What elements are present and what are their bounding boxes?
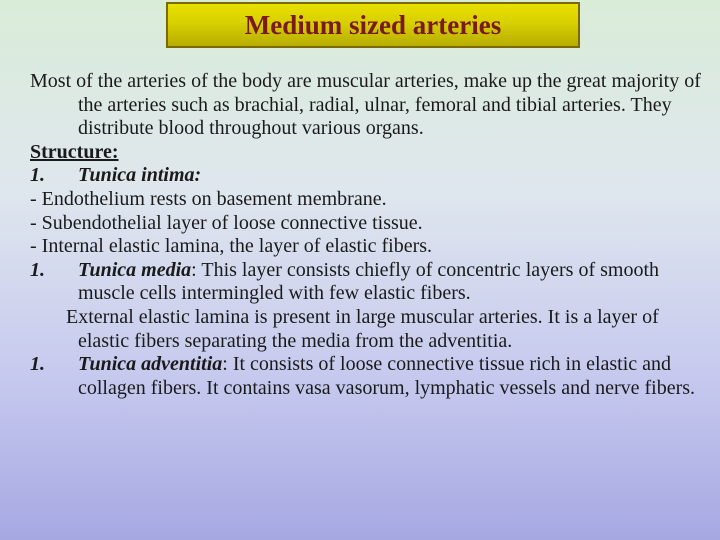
- intima-bullet-3: - Internal elastic lamina, the layer of elastic fibers.: [30, 235, 433, 258]
- intro-paragraph: Most of the arteries of the body are muscular arteries, make up the great majority of the arteries such as brachial, radial, ulnar, femoral and tibial arteries. They distribute blood throughout various organs.: [30, 70, 701, 140]
- adventitia-label: Tunica adventitia: [78, 353, 223, 376]
- slide-body: [30, 70, 710, 400]
- structure-heading-line: [30, 141, 710, 165]
- intima-label: Tunica intima:: [78, 164, 202, 187]
- adventitia-text: : It consists of loose connective tissue rich in elastic and collagen fibers. It contains vasa vasorum, lymphatic vessels and nerve fibers.: [78, 353, 696, 399]
- structure-heading: Structure:: [30, 140, 119, 163]
- intima-number: 1.: [30, 164, 45, 187]
- media-label: Tunica media: [78, 258, 192, 281]
- title-box: [166, 2, 580, 48]
- external-elastic-paragraph: External elastic lamina is present in large muscular arteries. It is a layer of elastic fibers separating the media from the adventitia.: [66, 305, 659, 352]
- media-paragraph: [30, 259, 710, 306]
- slide-title: Medium sized arteries: [244, 9, 502, 40]
- media-number: 1.: [30, 258, 45, 281]
- adventitia-number: 1.: [30, 353, 45, 376]
- media-text: : This layer consists chiefly of concentric layers of smooth muscle cells intermingled with few elastic fibers.: [78, 258, 659, 305]
- intima-bullet-1: - Endothelium rests on basement membrane.: [30, 187, 387, 210]
- intima-heading-line: [30, 164, 710, 188]
- adventitia-paragraph: [30, 353, 710, 400]
- intima-bullet-2: - Subendothelial layer of loose connective tissue.: [30, 211, 423, 234]
